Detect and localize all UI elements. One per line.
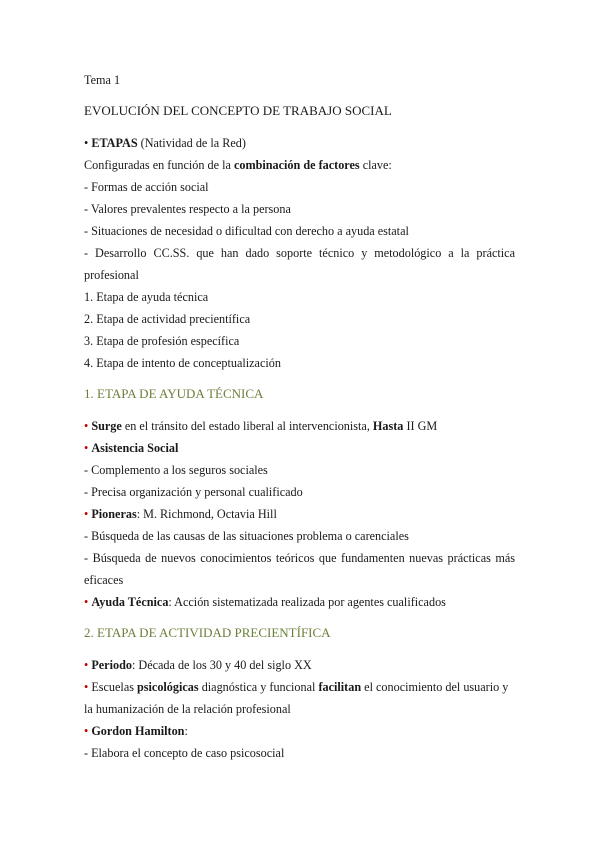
etapas-bold: ETAPAS [91,136,138,150]
factor-item: - Desarrollo CC.SS. que han dado soporte técnico y metodológico a la práctica [84,246,515,260]
asistencia-bold: Asistencia Social [91,441,179,455]
section1-heading: 1. ETAPA DE AYUDA TÉCNICA [84,386,264,401]
escuelas-text-mid: diagnóstica y funcional [198,680,319,694]
gordon-subitem: - Elabora el concepto de caso psicosocial [84,746,285,760]
escuelas-item [84,679,515,695]
asistencia-subitem: - Complemento a los seguros sociales [84,463,268,477]
escuelas-text-end: el conocimiento del usuario y [361,680,509,694]
factor-item: - Formas de acción social [84,180,209,194]
pioneras-item [84,506,515,522]
hasta-text: II GM [403,419,438,433]
bullet-icon: • [84,680,89,694]
etapas-intro [84,157,515,173]
periodo-text: : Década de los 30 y 40 del siglo XX [131,658,312,672]
pioneras-bold: Pioneras [91,507,137,521]
stage-item: 2. Etapa de actividad precientífica [84,312,251,326]
stage-item: 1. Etapa de ayuda técnica [84,290,209,304]
gordon-item [84,723,515,739]
factor-item: - Valores prevalentes respecto a la persona [84,202,291,216]
surge-text: en el tránsito del estado liberal al intervencionista, [121,419,373,433]
bullet-icon: • [84,724,89,738]
pioneras-subitem: - Búsqueda de nuevos conocimientos teóricos que fundamenten nuevas prácticas más [84,551,515,565]
ayuda-bold: Ayuda Técnica [91,595,169,609]
bullet-icon: • [84,419,89,433]
facilitan-bold: facilitan [318,680,362,694]
pioneras-subitem: - Búsqueda de las causas de las situaciones problema o carenciales [84,529,409,543]
periodo-item [84,657,515,673]
pioneras-subitem-cont: eficaces [84,573,124,587]
hasta-bold: Hasta [372,419,404,433]
asistencia-item [84,440,515,456]
periodo-bold: Periodo [91,658,132,672]
asistencia-subitem: - Precisa organización y personal cualificado [84,485,303,499]
document-title: EVOLUCIÓN DEL CONCEPTO DE TRABAJO SOCIAL [84,103,392,118]
tema-label: Tema 1 [84,73,121,87]
ayuda-text: : Acción sistematizada realizada por agentes cualificados [168,595,446,609]
escuelas-item-cont: la humanización de la relación profesional [84,702,291,716]
intro-text: Configuradas en función de la [84,158,234,172]
surge-item [84,418,515,434]
stage-item: 3. Etapa de profesión específica [84,334,240,348]
bullet-icon: • [84,507,89,521]
section2-heading: 2. ETAPA DE ACTIVIDAD PRECIENTÍFICA [84,625,331,640]
gordon-text: : [184,724,188,738]
intro-text-end: clave: [359,158,392,172]
etapas-source: (Natividad de la Red) [137,136,246,150]
bullet-icon: • [84,136,89,150]
escuelas-bold: psicológicas [137,680,199,694]
bullet-icon: • [84,595,89,609]
escuelas-text: Escuelas [88,680,138,694]
surge-bold: Surge [91,419,122,433]
intro-bold: combinación de factores [233,158,360,172]
bullet-icon: • [84,658,89,672]
stage-item: 4. Etapa de intento de conceptualización [84,356,281,370]
bullet-icon: • [84,441,89,455]
factor-item: - Situaciones de necesidad o dificultad con derecho a ayuda estatal [84,224,409,238]
etapas-heading [84,135,515,151]
pioneras-text: : M. Richmond, Octavia Hill [136,507,277,521]
gordon-bold: Gordon Hamilton [91,724,185,738]
ayuda-tecnica-item [84,594,515,610]
factor-item-cont: profesional [84,268,139,282]
